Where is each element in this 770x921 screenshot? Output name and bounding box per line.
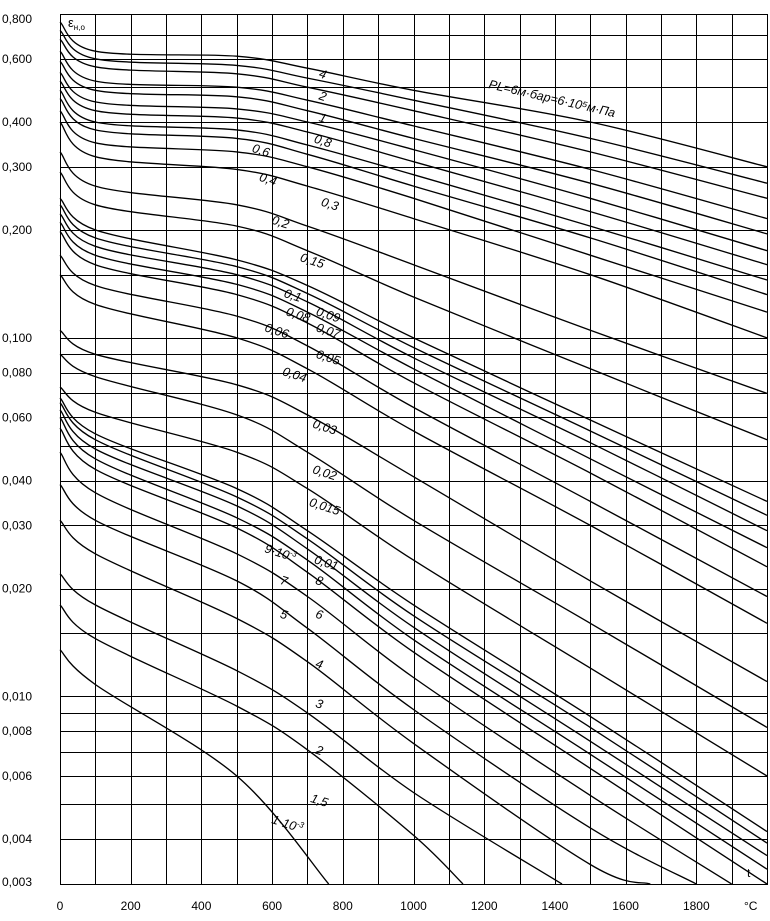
y-tick-label: 0,003 [2,875,33,889]
x-tick-label: 200 [120,899,141,913]
y-tick-label: 0,100 [2,330,33,345]
y-tick-label: 0,400 [2,115,33,129]
curve-label: $9\cdot 10^{-3}$ [262,541,299,563]
curve-label: 0,07 [314,320,342,342]
grid [60,14,768,885]
curve-label: 0,04 [280,364,309,386]
series-line-3e-3 [60,520,650,884]
x-axis-unit: °C [744,899,758,913]
curve-label: 7 [278,573,290,589]
parameter-title: PL=6м·бар=6·10⁵м·Па [487,77,617,121]
curve-label: 0,06 [263,320,291,342]
y-tick-label: 0,020 [2,581,33,596]
curve-label: 0,05 [314,347,342,369]
y-tick-label: 0,600 [2,51,33,66]
series-line-1e-3 [60,650,329,884]
curve-label: 0,2 [270,212,291,232]
curve-label: 4 [317,66,329,83]
curve-label: 0,08 [284,304,312,326]
curve-label: 1,5 [308,791,330,810]
curve-label: 0,6 [250,141,272,160]
curve-label: 0,09 [314,304,342,326]
y-tick-label: 0,008 [2,724,33,739]
y-tick-label: 0,800 [2,12,33,26]
y-tick-label: 0,030 [2,518,33,533]
x-axis-ticks [57,899,710,913]
x-axis-label: t [747,866,751,880]
curve-label: 0,4 [257,170,279,189]
x-tick-label: 1000 [400,899,427,913]
curve-label: 8 [313,573,325,589]
curve-label: 0,01 [312,552,341,574]
y-tick-label: 0,006 [2,769,33,783]
y-axis-ticks [2,12,32,889]
x-tick-label: 1400 [541,899,569,913]
curve-label: 5 [278,606,290,623]
curve-label: 0,015 [307,495,342,519]
x-tick-label: 400 [191,899,212,913]
curve-label: 0,15 [298,250,326,272]
x-tick-label: 800 [332,899,353,913]
series-line-5e-3 [60,452,732,884]
series-line-1.5e-3 [60,605,463,884]
y-tick-label: 0,200 [2,222,33,237]
y-axis-label: $\varepsilon_{н,о}$ [68,15,85,32]
x-tick-label: 1600 [612,899,639,913]
x-tick-label: 1800 [682,899,710,913]
curve-label: 0,8 [312,131,334,151]
y-tick-label: 0,060 [2,410,33,425]
curve-label: 1 [317,110,329,126]
y-tick-label: 0,080 [2,365,33,380]
curve-label: 4 [313,656,325,673]
curve-label: 2 [317,88,329,105]
curve-label: 6 [313,606,325,623]
x-tick-label: 600 [262,899,283,913]
y-tick-label: 0,040 [2,473,33,488]
curve-label: 0,02 [310,462,339,484]
curve-label: 3 [313,696,325,712]
y-tick-label: 0,004 [2,832,33,847]
series-line-2e-3 [60,574,562,884]
curve-label: 0,3 [319,194,341,214]
curve-label: $1\cdot 10^{-3}$ [269,812,306,834]
y-tick-label: 0,300 [2,159,33,174]
x-tick-label: 0 [56,899,64,913]
curve-label: 2 [313,742,325,759]
x-tick-label: 1200 [470,899,498,913]
y-tick-label: 0,010 [2,689,33,704]
curve-label: 0,1 [282,286,304,305]
curve-label: 0,03 [310,416,339,438]
